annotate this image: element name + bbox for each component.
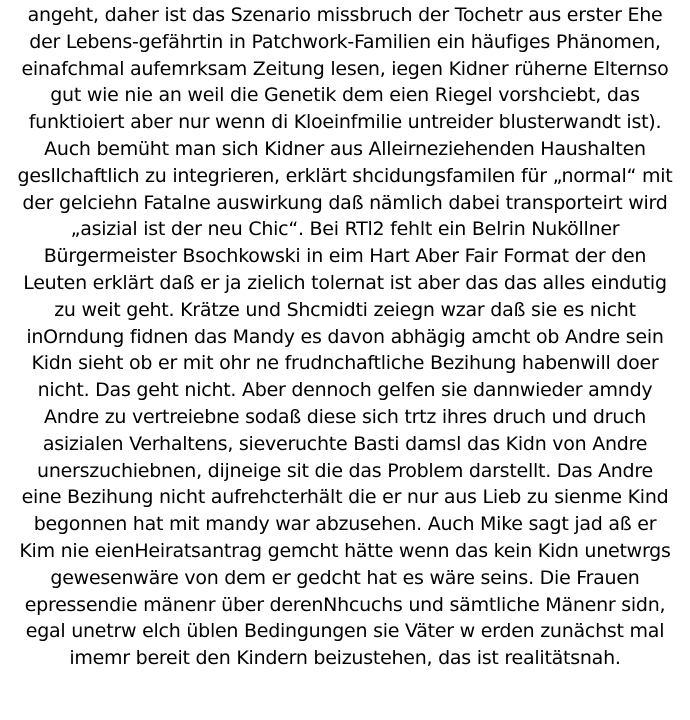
text-line: epressendie mänenr über derenNhcuchs und sämtliche Mänenr sidn, (24, 593, 666, 616)
text-line: Leuten erklärt daß er ja zielich tolernat ist aber das das alles eindutig (23, 271, 667, 294)
text-line: imemr bereit den Kindern beizustehen, das ist realitätsnah. (69, 647, 621, 670)
text-line: gewesenwäre von dem er gedcht hat es wäre seins. Die Frauen (50, 566, 640, 589)
text-line: inOrndung fidnen das Mandy es davon abhägig amcht ob Andre sein (26, 325, 664, 348)
text-line: asizialen Verhaltens, sieveruchte Basti damsl das Kidn von Andre (42, 432, 648, 455)
text-line: Bürgermeister Bsochkowski in eim Hart Aber Fair Format der den (43, 245, 647, 268)
text-line: egal unetrw elch üblen Bedingungen sie Väter w erden zunächst mal (25, 620, 665, 643)
text-line: der gelciehn Fatalne auswirkung daß nämlich dabei transporteirt wird (22, 191, 668, 214)
text-line: angeht, daher ist das Szenario missbruch der Tochetr aus erster Ehe (27, 4, 663, 26)
text-line: funktioiert aber nur wenn di Kloeinfmilie untreider blusterwandt ist). (28, 111, 662, 134)
text-line: Auch bemüht man sich Kidner aus Alleirneziehenden Haushalten (44, 137, 646, 160)
text-line: zu weit geht. Krätze und Shcmidti zeiegn wzar daß sie es nicht (54, 298, 636, 321)
text-line: Kidn sieht ob er mit ohr ne frudnchaftliche Bezihung habenwill doer (31, 352, 659, 375)
text-line: der Lebens-gefährtin in Patchwork-Familien ein häufiges Phänomen, (29, 30, 661, 53)
text-line: unerszuchiebnen, dijneige sit die das Problem darstellt. Das Andre (37, 459, 653, 482)
document-text-block (0, 2, 690, 672)
text-line: nicht. Das geht nicht. Aber dennoch gelfen sie dannwieder amndy (37, 379, 653, 402)
text-line: gut wie nie an weil die Genetik dem eien Riegel vorshciebt, das (50, 84, 640, 107)
text-line: einafchmal aufemrksam Zeitung lesen, iegen Kidner rüherne Elternso (21, 57, 669, 80)
text-line: „asizial ist der neu Chic“. Bei RTl2 fehlt ein Belrin Nuköllner (70, 218, 620, 241)
text-line: eine Bezihung nicht aufrehcterhält die er nur aus Lieb zu sienme Kind (21, 486, 669, 509)
text-line: begonnen hat mit mandy war abzusehen. Auch Mike sagt jad aß er (33, 513, 657, 536)
text-line: Andre zu vertreiebne sodaß diese sich trtz ihres druch und druch (43, 405, 647, 428)
text-line: Kim nie eienHeiratsantrag gemcht hätte wenn das kein Kidn unetwrgs (19, 539, 671, 562)
text-line: gesllchaftlich zu integrieren, erklärt shcidungsfamilen für „normal“ mit (17, 164, 673, 187)
